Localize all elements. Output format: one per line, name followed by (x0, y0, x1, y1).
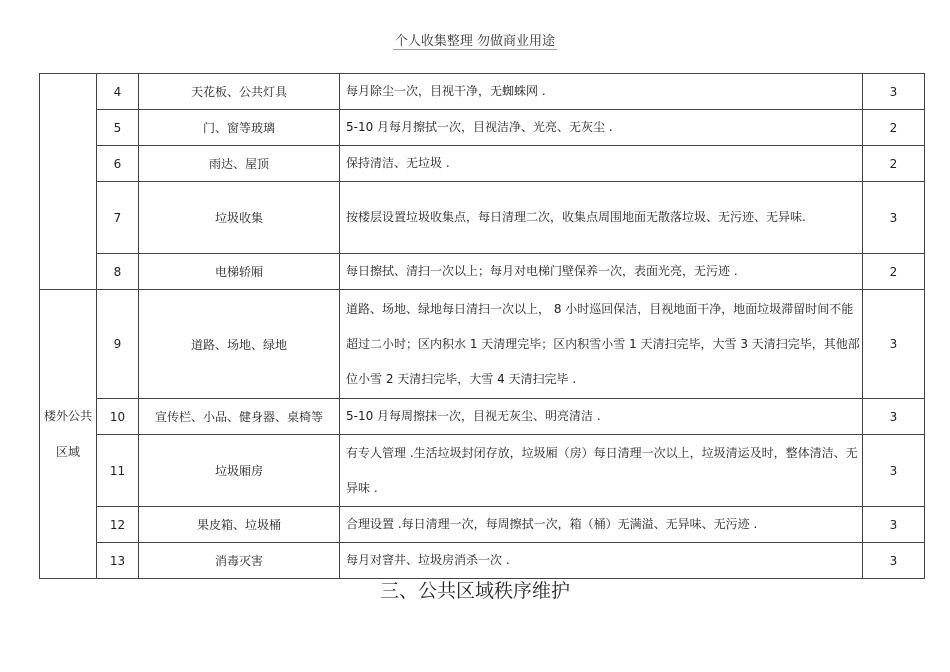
row-score: 2 (863, 254, 925, 290)
row-description: 每日擦拭、清扫一次以上；每月对电梯门壁保养一次，表面光亮，无污迹 . (340, 254, 863, 290)
row-description: 按楼层设置垃圾收集点，每日清理二次，收集点周围地面无散落垃圾、无污迹、无异味. (340, 182, 863, 254)
row-score: 2 (863, 110, 925, 146)
row-item: 天花板、公共灯具 (139, 74, 340, 110)
table-row (40, 543, 925, 579)
cleaning-standards-table (39, 73, 925, 579)
row-item: 垃圾收集 (139, 182, 340, 254)
area-cell: 楼外公共区域 (40, 290, 97, 579)
row-number: 8 (97, 254, 139, 290)
row-number: 5 (97, 110, 139, 146)
row-score: 3 (863, 507, 925, 543)
row-description: 5-10 月每月擦拭一次，目视洁净、光亮、无灰尘 . (340, 110, 863, 146)
row-description: 合理设置 .每日清理一次，每周擦拭一次，箱（桶）无满溢、无异味、无污迹 . (340, 507, 863, 543)
row-number: 9 (97, 290, 139, 399)
row-description: 有专人管理 .生活垃圾封闭存放，垃圾厢（房）每日清理一次以上，垃圾清运及时，整体清洁、无异味 . (340, 435, 863, 507)
row-description: 保持清洁、无垃圾 . (340, 146, 863, 182)
table-row (40, 110, 925, 146)
row-score: 3 (863, 290, 925, 399)
row-number: 11 (97, 435, 139, 507)
row-score: 2 (863, 146, 925, 182)
row-description: 道路、场地、绿地每日清扫一次以上， 8 小时巡回保洁，目视地面干净，地面垃圾滞留时间不能超过二小时；区内积水 1 天清理完毕；区内积雪小雪 1 天清扫完毕，大雪 3 天清扫完毕，其他部位小雪 2 天清扫完毕，大雪 4 天清扫完毕 . (340, 290, 863, 399)
table-row (40, 435, 925, 507)
table-row (40, 290, 925, 399)
row-score: 3 (863, 74, 925, 110)
row-item: 垃圾厢房 (139, 435, 340, 507)
row-description: 5-10 月每周擦抹一次，目视无灰尘、明亮清洁 . (340, 399, 863, 435)
row-item: 雨达、屋顶 (139, 146, 340, 182)
area-cell (40, 74, 97, 290)
page-header (0, 30, 950, 49)
table-row (40, 146, 925, 182)
table-row (40, 399, 925, 435)
row-number: 7 (97, 182, 139, 254)
row-number: 10 (97, 399, 139, 435)
row-description: 每月除尘一次，目视干净，无蜘蛛网 . (340, 74, 863, 110)
table-row (40, 74, 925, 110)
row-item: 果皮箱、垃圾桶 (139, 507, 340, 543)
row-number: 6 (97, 146, 139, 182)
section-title: 三、公共区域秩序维护 (379, 580, 570, 602)
row-number: 13 (97, 543, 139, 579)
row-score: 3 (863, 543, 925, 579)
table-row (40, 507, 925, 543)
row-item: 消毒灭害 (139, 543, 340, 579)
row-item: 宣传栏、小品、健身器、桌椅等 (139, 399, 340, 435)
row-number: 12 (97, 507, 139, 543)
row-score: 3 (863, 182, 925, 254)
row-description: 每月对窨井、垃圾房消杀一次 . (340, 543, 863, 579)
table-row (40, 254, 925, 290)
row-number: 4 (97, 74, 139, 110)
header-text: 个人收集整理 勿做商业用途 (394, 34, 556, 49)
row-item: 电梯轿厢 (139, 254, 340, 290)
row-item: 道路、场地、绿地 (139, 290, 340, 399)
row-score: 3 (863, 435, 925, 507)
row-item: 门、窗等玻璃 (139, 110, 340, 146)
row-score: 3 (863, 399, 925, 435)
table-row (40, 182, 925, 254)
